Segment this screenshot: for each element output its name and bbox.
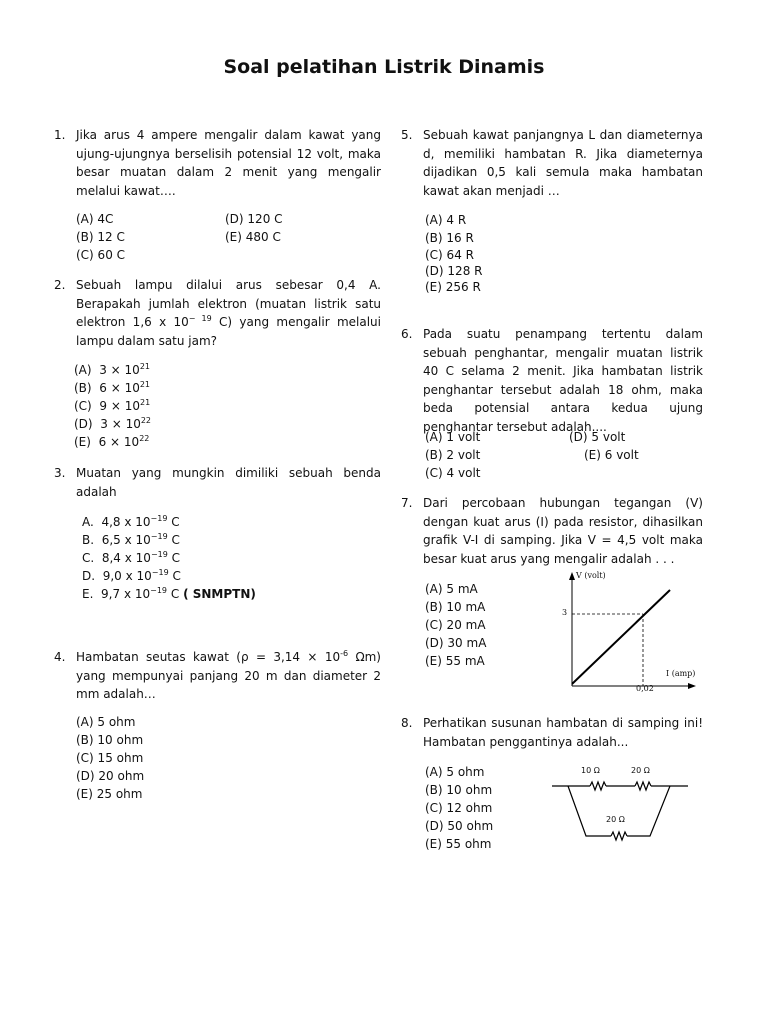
question-number: 3.	[54, 466, 66, 480]
option-c: (C) 60 C	[76, 248, 126, 262]
graph-y-tick: 3	[562, 608, 568, 617]
option-b: (B) 10 ohm	[425, 783, 493, 797]
source-tag: ( SNMPTN)	[183, 587, 256, 601]
question-text: Muatan yang mungkin dimiliki sebuah benda adalah	[76, 466, 381, 499]
question-number: 8.	[401, 716, 413, 730]
resistor-1	[590, 782, 606, 790]
question-4	[54, 648, 381, 704]
option-e: (E) 256 R	[425, 280, 481, 294]
question-text: Pada suatu penampang tertentu dalam sebuah penghantar, mengalir muatan listrik 40 C selama 2 menit. Jika hambatan listrik penghantar tersebut adalah 18 ohm, maka beda potensial antara kedua ujung penghantar tersebut adalah....	[423, 327, 703, 434]
option-b: (B) 10 mA	[425, 600, 486, 614]
option-d: (D) 30 mA	[425, 636, 487, 650]
question-text: Sebuah lampu dilalui arus sebesar 0,4 A. Berapakah jumlah elektron (muatan listrik satu elektron 1,6 x $10^{- 19}$ C) yang mengalir melalui lampu dalam satu jam?	[76, 278, 381, 348]
option-d: (D) 120 C	[225, 212, 283, 226]
option-c: (C) $9 \times 10^{21}$	[74, 398, 151, 413]
graph-x-label: I (amp)	[666, 669, 696, 678]
option-c: (C) 4 volt	[425, 466, 481, 480]
question-2	[54, 276, 381, 350]
question-number: 6.	[401, 327, 413, 341]
option-d: D. 9,0 x $10^{-19}$ C	[82, 568, 181, 583]
question-7	[401, 494, 703, 568]
option-d: (D) 50 ohm	[425, 819, 494, 833]
option-b: (B) 16 R	[425, 231, 474, 245]
option-e: (E) 480 C	[225, 230, 281, 244]
vi-graph	[540, 568, 700, 698]
resistor-2	[635, 782, 651, 790]
question-number: 4.	[54, 650, 66, 664]
resistor-3-label: 20 Ω	[606, 815, 625, 824]
option-e: E. 9,7 x $10^{-19}$ C ( SNMPTN)	[82, 586, 256, 601]
option-c: (C) 12 ohm	[425, 801, 493, 815]
question-number: 5.	[401, 128, 413, 142]
option-e: (E) 25 ohm	[76, 787, 143, 801]
option-a: (A) 5 mA	[425, 582, 478, 596]
option-b: (B) 12 C	[76, 230, 125, 244]
resistor-2-label: 20 Ω	[631, 766, 650, 775]
resistor-1-label: 10 Ω	[581, 766, 600, 775]
question-5	[401, 126, 703, 200]
option-a: (A) 4C	[76, 212, 114, 226]
option-d: (D) $3 \times 10^{22}$	[74, 416, 152, 431]
y-axis-arrow	[569, 572, 575, 580]
option-a: A. 4,8 x $10^{-19}$ C	[82, 514, 180, 529]
option-c: C. 8,4 x $10^{-19}$ C	[82, 550, 181, 565]
circuit-bottom-wire	[568, 786, 670, 836]
option-b: (B) 2 volt	[425, 448, 481, 462]
option-d: (D) 5 volt	[569, 430, 626, 444]
question-text: Hambatan seutas kawat ($\rho = 3,14 \times 10^{-6}$ Ωm) yang mempunyai panjang 20 m dan diameter 2 mm adalah…	[76, 649, 381, 701]
option-b: B. 6,5 x $10^{-19}$ C	[82, 532, 180, 547]
graph-x-tick: 0,02	[636, 684, 654, 693]
graph-y-label: V (volt)	[576, 571, 606, 580]
question-text: Perhatikan susunan hambatan di samping ini! Hambatan penggantinya adalah...	[423, 716, 703, 749]
option-e: (E) 55 mA	[425, 654, 485, 668]
question-number: 2.	[54, 278, 66, 292]
question-text: Sebuah kawat panjangnya L dan diameternya d, memiliki hambatan R. Jika diameternya dijadikan 0,5 kali semula maka hambatan kawat akan menjadi …	[423, 128, 703, 198]
option-a: (A) 5 ohm	[76, 715, 136, 729]
option-d: (D) 128 R	[425, 264, 483, 278]
question-1	[54, 126, 381, 200]
page-title: Soal pelatihan Listrik Dinamis	[223, 56, 545, 78]
x-axis-arrow	[688, 683, 696, 689]
option-e: (E) $6 \times 10^{22}$	[74, 434, 150, 449]
option-b: (B) $6 \times 10^{21}$	[74, 380, 151, 395]
option-d: (D) 20 ohm	[76, 769, 145, 783]
option-a: (A) 4 R	[425, 213, 467, 227]
option-e: (E) 55 ohm	[425, 837, 492, 851]
question-number: 7.	[401, 496, 413, 510]
question-text: Dari percobaan hubungan tegangan (V) dengan kuat arus (I) pada resistor, dihasilkan grafik V-I di samping. Jika V = 4,5 volt maka besar kuat arus yang mengalir adalah . . .	[423, 496, 703, 566]
question-6	[401, 325, 703, 436]
option-e: (E) 6 volt	[584, 448, 639, 462]
circuit-diagram	[550, 760, 690, 850]
question-text: Jika arus 4 ampere mengalir dalam kawat yang ujung-ujungnya berselisih potensial 12 volt, maka besar muatan dalam 2 menit yang mengalir melalui kawat….	[76, 128, 381, 198]
question-8	[401, 714, 703, 751]
option-c: (C) 20 mA	[425, 618, 486, 632]
option-b: (B) 10 ohm	[76, 733, 144, 747]
vi-line	[572, 590, 670, 684]
question-number: 1.	[54, 128, 66, 142]
option-a: (A) 1 volt	[425, 430, 481, 444]
option-c: (C) 15 ohm	[76, 751, 144, 765]
option-a: (A) 5 ohm	[425, 765, 485, 779]
resistor-3	[611, 832, 627, 840]
question-3	[54, 464, 381, 501]
option-c: (C) 64 R	[425, 248, 474, 262]
option-a: (A) $3 \times 10^{21}$	[74, 362, 150, 377]
